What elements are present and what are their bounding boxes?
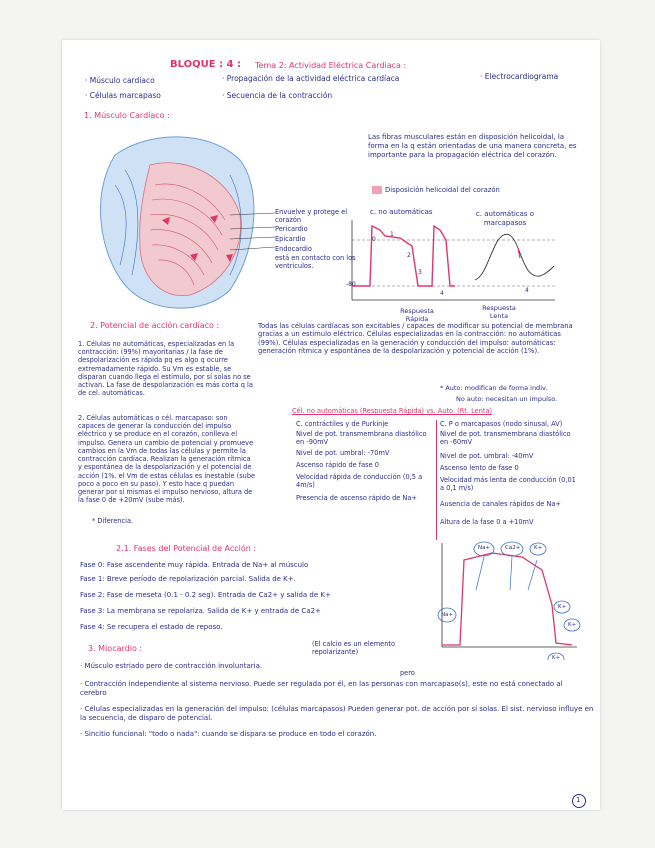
page-number: 1 bbox=[576, 796, 581, 804]
section-heading-miocardio: 3. Miocardio : bbox=[88, 644, 143, 653]
ion-label: Na+ bbox=[441, 612, 454, 618]
diferencia-note: * Diferencia. bbox=[92, 517, 134, 525]
graph-x-left: Respuesta Rápida bbox=[400, 307, 434, 324]
table-cell: Velocidad rápida de conducción (0,5 a 4m/s) bbox=[296, 473, 423, 490]
table-cell: C. contráctiles y de Purkinje bbox=[296, 420, 389, 428]
topic-item: · Células marcapaso bbox=[85, 91, 161, 100]
ion-label: Na+ bbox=[478, 545, 491, 551]
phase-label: 1 bbox=[390, 231, 394, 238]
table-cell: Nivel de pot. umbral: -40mV bbox=[440, 452, 534, 460]
table-cell: Nivel de pot. umbral: -70mV bbox=[296, 449, 390, 457]
note-no-auto: No auto: necesitan un impulso. bbox=[456, 395, 558, 403]
label-envuelve: Envuelve y protege el corazón bbox=[275, 208, 348, 225]
ion-label: Ca2+ bbox=[505, 545, 521, 551]
table-cell: Ascenso rápido de fase 0 bbox=[296, 461, 379, 469]
pero-note: pero bbox=[400, 669, 415, 677]
table-divider bbox=[436, 420, 437, 540]
graph-left-title: c. no automáticas bbox=[370, 208, 433, 216]
topic-item: · Electrocardiograma bbox=[480, 72, 559, 81]
label-pericardio: Pericardio bbox=[275, 225, 308, 233]
label-ventriculos: está en contacto con los ventrículos. bbox=[275, 254, 356, 271]
phase-label: 3 bbox=[418, 269, 422, 276]
phase-description: Fase 1: Breve período de repolarización parcial. Salida de K+. bbox=[80, 575, 296, 583]
left-block-automaticas: 2. Células automáticas o cél. marcapaso: son capaces de generar la conducción del impulso eléctrico y se produce en el corazón, conlleva el impulso. Genera un cambio de potencial y promueve cambios en la Vm de todas las células y permite la contracción cardíaca. Realizan la generación rítmica y espontánea de la despolarización y el potencial de acción (1%. el Vm de estas células es inestable (sube poco a poco en su paso). Y esto hace q puedan generar por sí mismas el impulso nervioso, altura de la fase 0 de +20mV (sube más). bbox=[78, 414, 256, 505]
table-cell: Ascenso lento de fase 0 bbox=[440, 464, 519, 472]
table-title: Cél. no automáticas (Respuesta Rápida) vs. Auto. (Rt. Lenta) bbox=[292, 407, 493, 415]
action-potential-graph bbox=[340, 218, 560, 308]
label-epicardio: Epicardio bbox=[275, 235, 306, 243]
section2-intro: Todas las células cardíacas son excitables / capaces de modificar su potencial de membrana gracias a un estímulo eléctrico. Células especializadas en la contracción: no automáticas (99%). Células especializadas en la generación y conducción del impulso: automáticas: generación rítmica y espontánea de la despolarización y potencial de acción (1%). bbox=[258, 322, 573, 356]
table-cell: Presencia de ascenso rápido de Na+ bbox=[296, 494, 417, 502]
table-cell: Altura de la fase 0 a +10mV bbox=[440, 518, 534, 526]
graph-caption: Disposición helicoidal del corazón bbox=[385, 186, 500, 194]
phase-label: 4 bbox=[440, 290, 444, 297]
ion-label: K+ bbox=[568, 622, 577, 628]
table-cell: Velocidad más lenta de conducción (0,01 a 0,1 m/s) bbox=[440, 476, 576, 493]
caption-marker-icon bbox=[372, 186, 382, 194]
phase-description: Fase 0: Fase ascendente muy rápida. Entrada de Na+ al músculo bbox=[80, 561, 309, 569]
table-cell: C. P o marcapasos (nodo sinusal, AV) bbox=[440, 420, 563, 428]
phase-label: 4 bbox=[525, 287, 529, 294]
note-auto: * Auto: modifican de forma indiv. bbox=[440, 384, 548, 392]
miocardio-bullet: · Células especializadas en la generación del impulso: (células marcapasos) Pueden generar pot. de acción por sí solas. El sist. nervioso influye en la secuencia, de disparo de potencial. bbox=[80, 705, 594, 722]
section-heading-potencial: 2. Potencial de acción cardíaco : bbox=[90, 321, 220, 330]
ion-label: K+ bbox=[558, 604, 567, 610]
phase-description: Fase 4: Se recupera el estado de reposo. bbox=[80, 623, 223, 631]
table-cell: Ausencia de canales rápidos de Na+ bbox=[440, 500, 561, 508]
topic-item: · Secuencia de la contracción bbox=[222, 91, 333, 100]
calcio-note: (El calcio es un elemento repolarizante) bbox=[312, 640, 396, 657]
miocardio-bullet: · Contracción independiente al sistema nervioso. Puede ser regulada por él, en las personas con marcapaso(s), este no está conectado al cerebro bbox=[80, 680, 563, 697]
miocardio-bullet: · Sincitio funcional: "todo o nada": cuando se dispara se produce en todo el corazón. bbox=[80, 730, 377, 738]
phase-description: Fase 2: Fase de meseta (0.1 - 0.2 seg). Entrada de Ca2+ y salida de K+ bbox=[80, 591, 331, 599]
page-title-tema: Tema 2: Actividad Eléctrica Cardiaca : bbox=[255, 61, 407, 70]
graph-y-label: -80 bbox=[346, 281, 356, 288]
section-heading-fases: 2.1. Fases del Potencial de Acción : bbox=[116, 544, 257, 553]
page-title-bloque: BLOQUE : 4 : bbox=[170, 59, 241, 70]
left-block-no-automaticas: 1. Células no automáticas, especializadas en la contracción: (99%) mayoritarias / la fase de despolarización es rápida pq es algo q ocurre extremadamente rápido. Su Vm es estable, se disparan cuando llega el estímulo, por sí solas no se activan. La fase de despolarización es más corta q la de cel. automáticas. bbox=[78, 340, 253, 398]
phase-label: 2 bbox=[407, 252, 411, 259]
ion-label: K+ bbox=[534, 545, 543, 551]
graph-right-title: c. automáticas o marcapasos bbox=[475, 210, 535, 227]
ion-label: K+ bbox=[552, 655, 561, 661]
table-cell: Nivel de pot. transmembrana diastólico en -60mV bbox=[440, 430, 571, 447]
section-heading-musculo: 1. Músculo Cardíaco : bbox=[84, 111, 170, 120]
graph-x-right: Respuesta Lenta bbox=[482, 304, 516, 321]
ion-flow-diagram bbox=[432, 535, 582, 660]
page-number-circle bbox=[572, 794, 586, 808]
fibers-text: Las fibras musculares están en disposición helicoidal, la forma en la q están orientadas de una manera concreta, es importante para la propagación eléctrica del corazón. bbox=[368, 133, 577, 159]
topic-item: · Propagación de la actividad eléctrica cardíaca bbox=[222, 74, 400, 83]
heart-label-lines bbox=[230, 205, 280, 265]
phase-description: Fase 3: La membrana se repolariza. Salida de K+ y entrada de Ca2+ bbox=[80, 607, 321, 615]
miocardio-bullet: · Músculo estriado pero de contracción involuntaria. bbox=[80, 662, 263, 670]
label-endocardio: Endocardio bbox=[275, 245, 312, 253]
table-cell: Nivel de pot. transmembrana diastólico en -90mV bbox=[296, 430, 427, 447]
topic-item: · Músculo cardíaco bbox=[85, 76, 155, 85]
phase-label: 0 bbox=[372, 236, 376, 243]
